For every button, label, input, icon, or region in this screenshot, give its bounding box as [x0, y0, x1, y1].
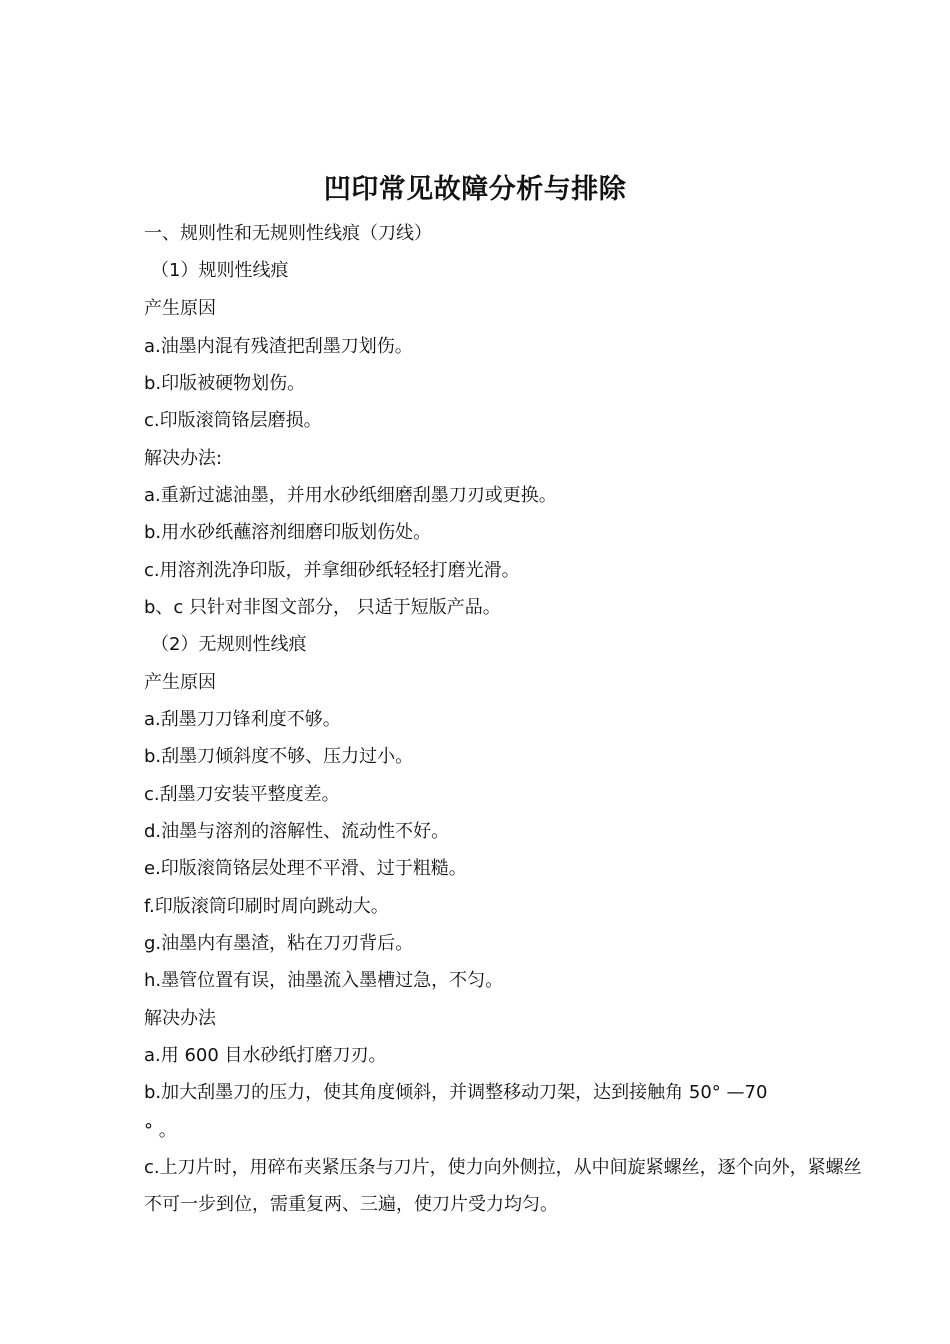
cause-item: b.刮墨刀倾斜度不够、压力过小。	[144, 746, 414, 767]
cause-item: a.油墨内混有残渣把刮墨刀划伤。	[144, 336, 413, 357]
document-title: 凹印常见故障分析与排除	[323, 174, 627, 205]
cause-item: d.油墨与溶剂的溶解性、流动性不好。	[144, 821, 450, 842]
subsection-heading: （2）无规则性线痕	[151, 634, 307, 655]
cause-item: c.印版滚筒铬层磨损。	[144, 410, 322, 431]
cause-item: c.刮墨刀安装平整度差。	[144, 784, 340, 805]
solution-item: a.重新过滤油墨，并用水砂纸细磨刮墨刀刃或更换。	[144, 485, 557, 506]
solution-item: b.加大刮墨刀的压力，使其角度倾斜，并调整移动刀架，达到接触角 50° —70	[144, 1082, 768, 1103]
solution-item: b.用水砂纸蘸溶剂细磨印版划伤处。	[144, 522, 432, 543]
solution-item-continuation: 不可一步到位，需重复两、三遍，使刀片受力均匀。	[144, 1194, 558, 1215]
solution-heading: 解决办法:	[144, 448, 223, 469]
solution-item: c.上刀片时，用碎布夹紧压条与刀片，使力向外侧拉，从中间旋紧螺丝，逐个向外，紧螺丝	[144, 1157, 862, 1178]
solution-note: b、c 只针对非图文部分， 只适于短版产品。	[144, 597, 501, 618]
solution-item-continuation: ° 。	[144, 1120, 177, 1141]
cause-item: a.刮墨刀刀锋利度不够。	[144, 709, 341, 730]
cause-item: f.印版滚筒印刷时周向跳动大。	[144, 896, 389, 917]
cause-heading: 产生原因	[144, 298, 216, 319]
cause-item: e.印版滚筒铬层处理不平滑、过于粗糙。	[144, 858, 467, 879]
solution-heading: 解决办法	[144, 1008, 216, 1029]
solution-item: c.用溶剂洗净印版，并拿细砂纸轻轻打磨光滑。	[144, 560, 520, 581]
cause-heading: 产生原因	[144, 672, 216, 693]
cause-item: g.油墨内有墨渣，粘在刀刃背后。	[144, 933, 414, 954]
solution-item: a.用 600 目水砂纸打磨刀刃。	[144, 1045, 387, 1066]
section-heading: 一、规则性和无规则性线痕（刀线）	[144, 223, 432, 244]
cause-item: b.印版被硬物划伤。	[144, 373, 306, 394]
cause-item: h.墨管位置有误，油墨流入墨槽过急，不匀。	[144, 970, 504, 991]
subsection-heading: （1）规则性线痕	[151, 260, 289, 281]
